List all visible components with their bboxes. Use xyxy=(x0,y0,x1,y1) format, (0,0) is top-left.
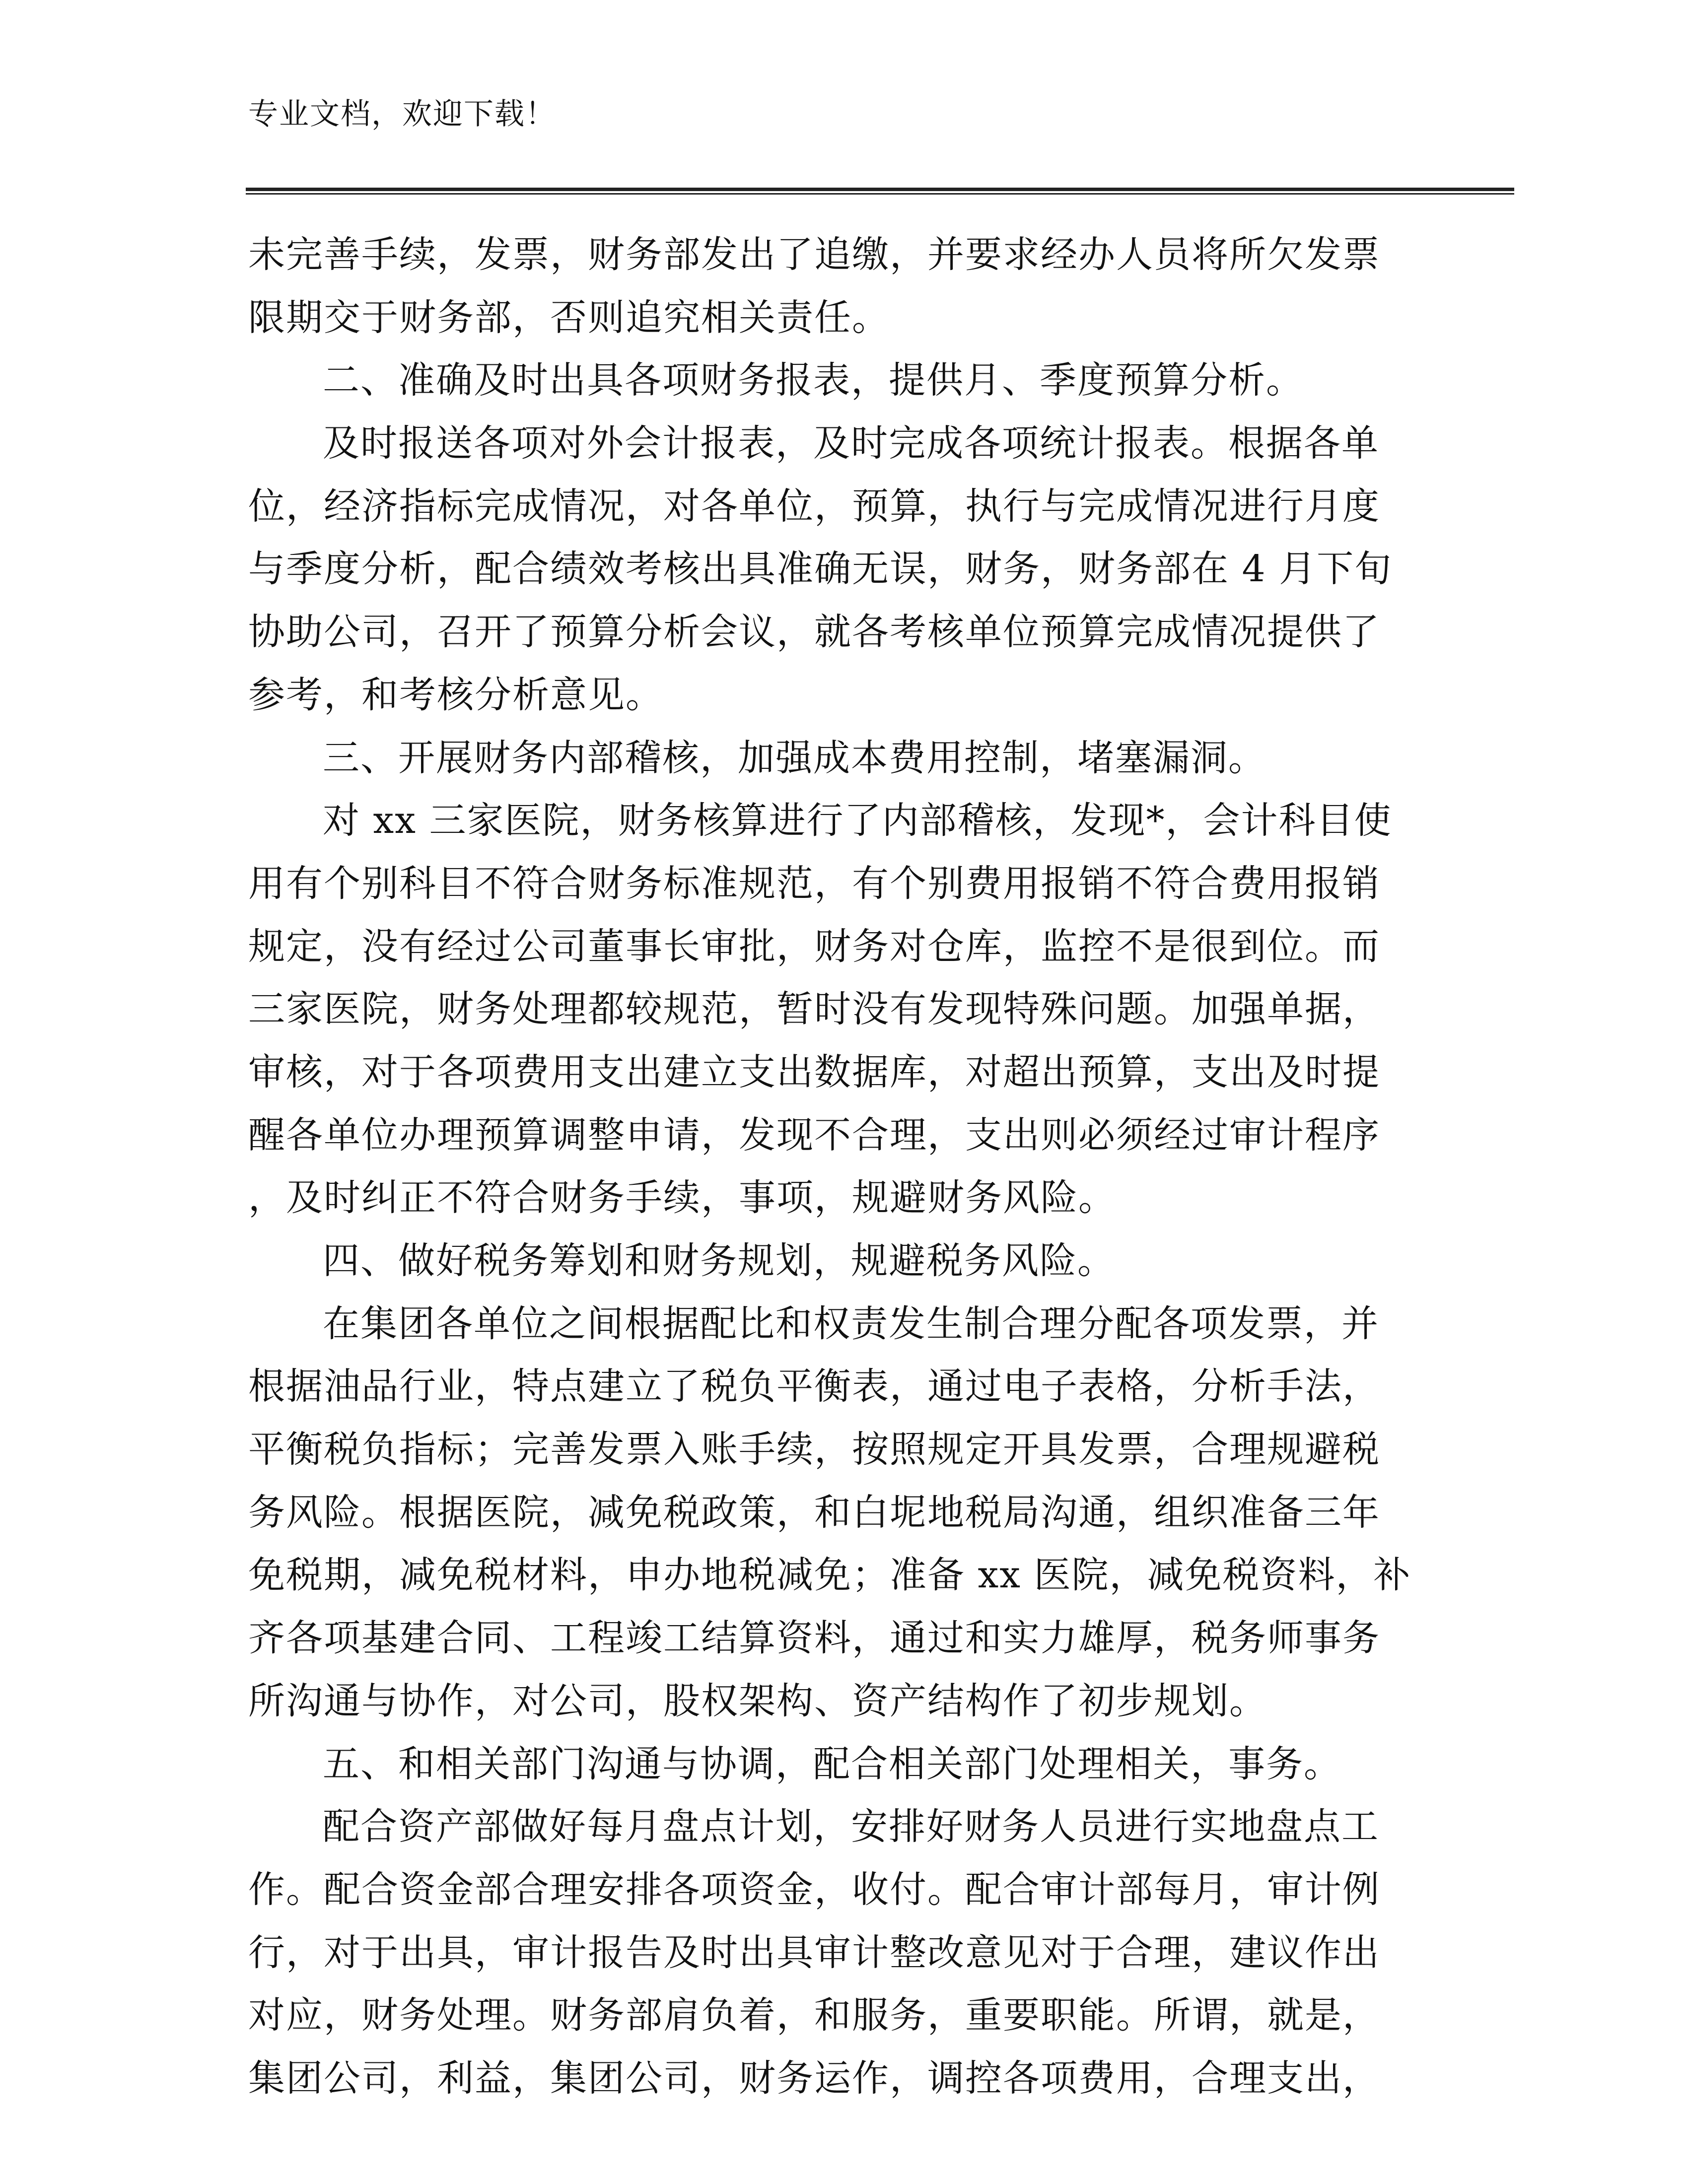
text-line: 三、开展财务内部稽核，加强成本费用控制，堵塞漏洞。 xyxy=(323,736,1266,779)
text-line: 协助公司，召开了预算分析会议，就各考核单位预算完成情况提供了 xyxy=(248,611,1380,654)
text-line: 醒各单位办理预算调整申请，发现不合理，支出则必须经过审计程序 xyxy=(248,1113,1380,1157)
text-line: 与季度分析，配合绩效考核出具准确无误，财务，财务部在 4 月下旬 xyxy=(248,547,1393,591)
text-line: 齐各项基建合同、工程竣工结算资料，通过和实力雄厚，税务师事务 xyxy=(248,1617,1380,1660)
document-body xyxy=(248,223,1410,2110)
text-line: 审核，对于各项费用支出建立支出数据库，对超出预算，支出及时提 xyxy=(248,1050,1380,1093)
page-header-text: 专业文档，欢迎下载！ xyxy=(248,97,556,132)
text-line: 用有个别科目不符合财务标准规范，有个别费用报销不符合费用报销 xyxy=(248,862,1380,905)
text-line: ，及时纠正不符合财务手续，事项，规避财务风险。 xyxy=(248,1176,1116,1220)
text-line: 二、准确及时出具各项财务报表，提供月、季度预算分析。 xyxy=(323,359,1304,402)
text-line: 平衡税负指标；完善发票入账手续，按照规定开具发票，合理规避税 xyxy=(248,1428,1380,1471)
text-line: 位，经济指标完成情况，对各单位，预算，执行与完成情况进行月度 xyxy=(248,484,1380,528)
text-line: 对 xx 三家医院，财务核算进行了内部稽核，发现*，会计科目使 xyxy=(323,799,1392,842)
text-line: 未完善手续，发票，财务部发出了追缴，并要求经办人员将所欠发票 xyxy=(248,233,1380,276)
header-divider-thick-line xyxy=(246,188,1514,191)
text-line: 配合资产部做好每月盘点计划，安排好财务人员进行实地盘点工 xyxy=(323,1805,1379,1848)
text-line: 五、和相关部门沟通与协调，配合相关部门处理相关，事务。 xyxy=(323,1742,1341,1785)
text-line: 作。配合资金部合理安排各项资金，收付。配合审计部每月，审计例 xyxy=(248,1868,1380,1911)
text-line: 及时报送各项对外会计报表，及时完成各项统计报表。根据各单 xyxy=(323,422,1379,465)
text-line: 免税期，减免税材料，申办地税减免；准备 xx 医院，减免税资料，补 xyxy=(248,1554,1411,1597)
text-line: 四、做好税务筹划和财务规划，规避税务风险。 xyxy=(323,1239,1115,1282)
text-line: 三家医院，财务处理都较规范，暂时没有发现特殊问题。加强单据， xyxy=(248,988,1380,1031)
text-line: 行，对于出具，审计报告及时出具审计整改意见对于合理，建议作出 xyxy=(248,1931,1380,1974)
text-line: 所沟通与协作，对公司，股权架构、资产结构作了初步规划。 xyxy=(248,1679,1267,1722)
text-line: 参考，和考核分析意见。 xyxy=(248,673,663,716)
header-divider-thin-line xyxy=(246,193,1514,195)
text-line: 限期交于财务部，否则追究相关责任。 xyxy=(248,296,890,339)
text-line: 对应，财务处理。财务部肩负着，和服务，重要职能。所谓，就是， xyxy=(248,1994,1380,2037)
text-line: 务风险。根据医院，减免税政策，和白坭地税局沟通，组织准备三年 xyxy=(248,1491,1380,1534)
text-line: 在集团各单位之间根据配比和权责发生制合理分配各项发票，并 xyxy=(323,1302,1379,1345)
text-line: 根据油品行业，特点建立了税负平衡表，通过电子表格，分析手法， xyxy=(248,1365,1380,1408)
text-line: 规定，没有经过公司董事长审批，财务对仓库，监控不是很到位。而 xyxy=(248,925,1380,968)
header-divider xyxy=(246,188,1514,195)
text-line: 集团公司，利益，集团公司，财务运作，调控各项费用，合理支出， xyxy=(248,2056,1380,2100)
